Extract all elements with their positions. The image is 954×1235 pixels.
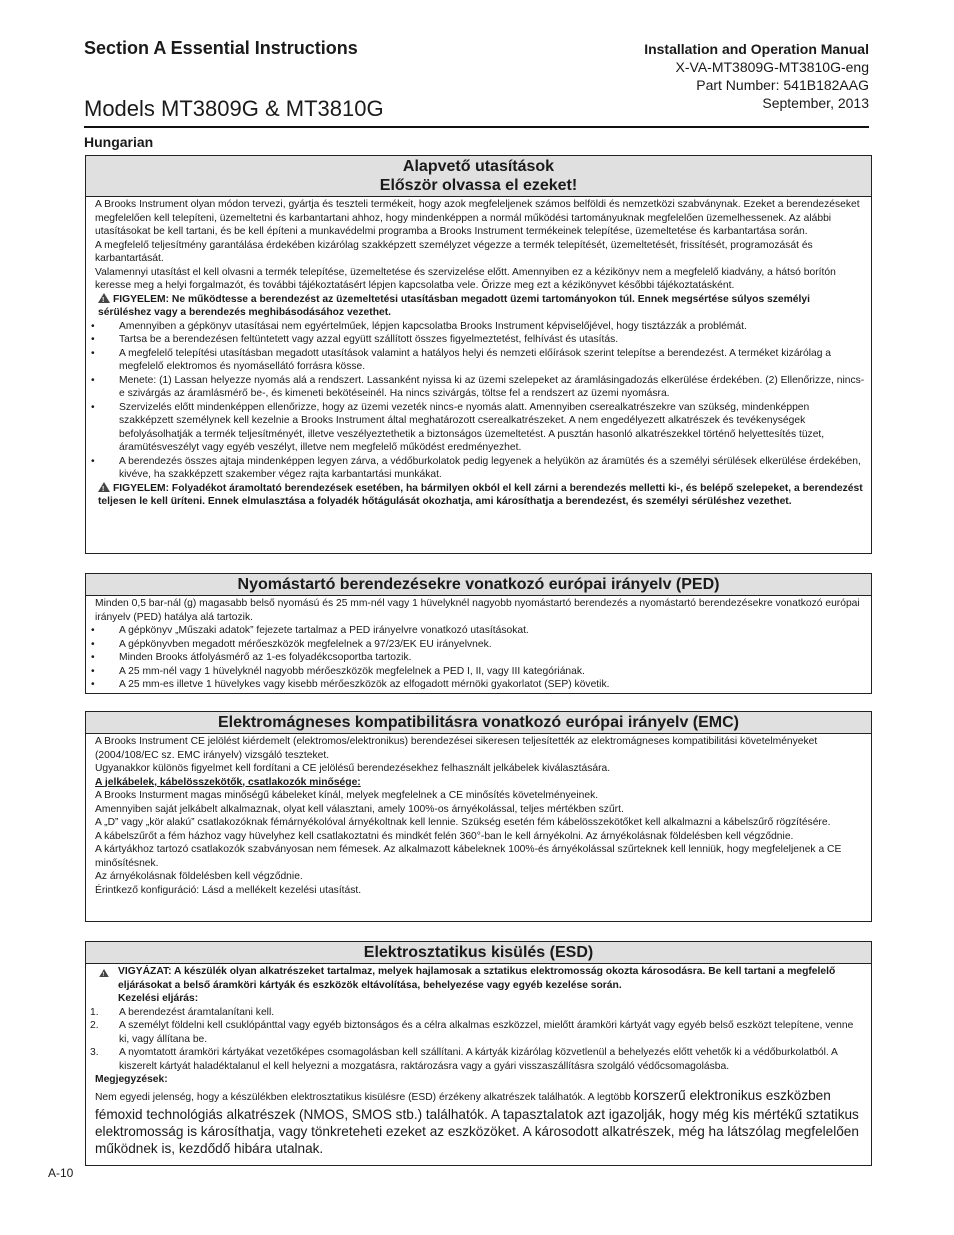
warning-notice bbox=[95, 293, 865, 320]
list-item bbox=[90, 1046, 865, 1073]
esd-body bbox=[86, 964, 871, 1157]
list-item: • A 25 mm-es illetve 1 hüvelykes vagy kisebb mérőeszközök az elfogadott mérnöki gyakorlatot (SEP) követik. bbox=[95, 678, 865, 692]
publication-date: September, 2013 bbox=[762, 95, 869, 111]
step-number: 3. bbox=[90, 1047, 99, 1058]
caution-notice bbox=[95, 965, 865, 992]
warning-text: FIGYELEM: Folyadékot áramoltató berendezések esetében, ha bármilyen okból el kell zárni a berendezés melletti ki-, és belépő szelepeket, a berendezést teljesen le kell üríteni. Ennek elmulasztása a folyadék hőtágulását okozhatja, ami károsíthatja a berendezést, és személyi sérüléshez vezethet. bbox=[98, 482, 863, 507]
warning-notice bbox=[95, 482, 865, 509]
paragraph: Valamennyi utasítást el kell olvasni a termék telepítése, üzemeltetése és szervizelése előtt. Amennyiben ez a kézikönyv nem a megfelelő kiadvány, a hátsó borítón keresse meg a helyi forgalmazót, és további tájékoztatásért lépjen kapcsolatba vele. Őrizze meg ezt a kézikönyvet későbbi tájékoztatásként. bbox=[95, 266, 836, 291]
paragraph: A Brooks Instrument olyan módon tervezi, gyártja és teszteli termékeit, hogy azok megfeleljenek számos belföldi és nemzetközi szabványnak. Ezeket a berendezéseket megfelelően kell telepíteni, üzemeltetni és karbantartani ahhoz, hogy mindenképpen a normál működési tartományuknak megfelelően üzemelhessenek. Az alábbi utasításokat be kell tartani, és be kell építeni a munkavédelmi programba a Brooks Instrument termékeinek telepítése, üzemeltetése és karbantartása során. bbox=[95, 199, 860, 237]
doc-code: X-VA-MT3809G-MT3810G-eng bbox=[675, 59, 869, 75]
ped-title: Nyomástartó berendezésekre vonatkozó európai irányelv (PED) bbox=[86, 574, 871, 596]
step-number: 2. bbox=[90, 1020, 99, 1031]
essential-subtitle: Először olvassa el ezeket! bbox=[379, 177, 578, 194]
models-title: Models MT3809G & MT3810G bbox=[84, 96, 384, 121]
essential-instructions-box bbox=[85, 155, 872, 554]
ped-body bbox=[86, 596, 871, 692]
list-item: • Szervizelés előtt mindenképpen ellenőrizze, hogy az üzemi vezeték nincs-e nyomás alatt. Amennyiben cserealkatrészekre van szükség, mindenképpen szakképzett személynek kell kezelnie a Brooks Instrument által meghatározott cserealkatrészeket. A nem engedélyezett alkatrészek és tevékenységek befolyásolhatják a termék teljesítményét, illetve veszélyeztethetik a biztonságos üzemeltetést. A pusztán hasonló alkatrészekkel történő helyettesítés tüzet, áramütésveszélyt vagy egyéb veszélyt, illetve nem megfelelő működést eredményezhet. bbox=[95, 401, 865, 455]
warning-triangle-icon bbox=[99, 969, 109, 977]
step-number: 1. bbox=[90, 1006, 99, 1018]
emc-body bbox=[86, 734, 871, 897]
list-item: • Menete: (1) Lassan helyezze nyomás alá a rendszert. Lassanként nyissa ki az üzemi szelepeket az áramlásingadozás elkerülése érdekében. (2) Ellenőrizze, nincs-e szivárgás az áramlásmérő be-, és kimeneti bekötéseinél. Ha nincs szivárgás, töltse fel a rendszert az üzemi nyomásra. bbox=[95, 374, 865, 401]
emc-box bbox=[85, 711, 872, 922]
list-item: • A gépkönyv „Műszaki adatok” fejezete tartalmaz a PED irányelvre vonatkozó utasításokat. bbox=[95, 624, 865, 638]
paragraph: Minden 0,5 bar-nál (g) magasabb belső nyomású és 25 mm-nél vagy 1 hüvelyknél nagyobb nyomástartó berendezés a nyomástartó berendezésekre vonatkozó európai irányelv (PED) hatálya alá tartozik. bbox=[95, 598, 860, 623]
paragraph: A kártyákhoz tartozó csatlakozók szabványosan nem fémesek. Az alkalmazott kábeleknek 100%-és árnyékolással szűrteknek kell lenniük, hogy megfeleljenek a CE minősítésnek. bbox=[95, 844, 842, 869]
list-item: • Amennyiben a gépkönyv utasításai nem egyértelműek, lépjen kapcsolatba Brooks Instrument képviselőjével, hogy tisztázzák a problémát. bbox=[95, 320, 865, 334]
list-item: • A gépkönyvben megadott mérőeszközök megfelelnek a 97/23/EK EU irányelvnek. bbox=[95, 638, 865, 652]
list-item: • A 25 mm-nél vagy 1 hüvelyknél nagyobb mérőeszközök megfelelnek a PED I, II, vagy III kategóriának. bbox=[95, 665, 865, 679]
paragraph: A megfelelő teljesítmény garantálása érdekében kizárólag szakképzett személyzet végezze a termék telepítését, üzemeltetését, frissítését, programozását és karbantartását. bbox=[95, 239, 813, 264]
instruction-list bbox=[95, 320, 865, 482]
step-text: A személyt földelni kell csuklópánttal vagy egyéb biztonságos és a célra alkalmas eszközzel, mielőtt áramköri kártyát vagy egyéb belső eszközt telepítene, venne ki, vagy állítana be. bbox=[119, 1020, 854, 1045]
paragraph: Amennyiben saját jelkábelt alkalmaznak, olyat kell választani, amely 100%-os árnyékolással, teljes mértékben szűrt. bbox=[95, 803, 624, 815]
paragraph: A Brooks Insturment magas minőségű kábeleket kínál, melyek megfelelnek a CE minősítés követelményeinek. bbox=[95, 790, 599, 801]
paragraph: Érintkező konfiguráció: Lásd a mellékelt kezelési utasítást. bbox=[95, 884, 362, 896]
paragraph: A kábelszűrőt a fém házhoz vagy hüvelyhez kell csatlakoztatni és mindkét felén 360°-ban le kell árnyékolni. Az árnyékolásnak földelésben kell végződnie. bbox=[95, 830, 794, 842]
list-item: • Minden Brooks átfolyásmérő az 1-es folyadékcsoportba tartozik. bbox=[95, 651, 865, 665]
warning-triangle-icon bbox=[98, 293, 110, 303]
essential-instructions-header bbox=[86, 156, 871, 197]
warning-text: FIGYELEM: Ne működtesse a berendezést az üzemeltetési utasításban megadott üzemi tartományokon túl. Ennek megsértése súlyos személyi sérüléshez vagy a berendezés meghibásodásához vezethet. bbox=[98, 293, 810, 318]
ped-box bbox=[85, 573, 872, 694]
ped-list bbox=[95, 624, 865, 692]
manual-info bbox=[644, 40, 869, 112]
esd-note-small: Nem egyedi jelenség, hogy a készülékben elektrosztatikus kisülésre (ESD) érzékeny alkatrészek találhatók. A legtöbb bbox=[95, 1091, 634, 1103]
header-divider bbox=[84, 126, 869, 128]
procedure-steps bbox=[90, 1006, 865, 1074]
list-item: • Tartsa be a berendezésen feltüntetett vagy azzal együtt szállított összes figyelmeztetést, felhívást és utasítás. bbox=[95, 333, 865, 347]
esd-note-large: korszerű elektronikus eszközben fémoxid technológiás alkatrészek (NMOS, SMOS stb.) találhatók. A tapasztalatok azt igazolják, hogy még kis mértékű sztatikus elektromosság is károsíthatja, vagy tönkreteheti ezeket az eszközöket. A károsodott alkatrészek, még ha látszólag megfelelően működnek is, kezdődő hibára utalnak. bbox=[95, 1087, 859, 1156]
section-title: Section A Essential Instructions bbox=[84, 38, 358, 58]
warning-triangle-icon bbox=[98, 482, 110, 492]
emc-title: Elektromágneses kompatibilitásra vonatkozó európai irányelv (EMC) bbox=[86, 712, 871, 734]
list-item: • A megfelelő telepítési utasításban megadott utasítások valamint a hatályos helyi és nemzeti előírások szerint telepítse a berendezést. A terméket kizárólag a megfelelő elektromos és nyomásellátó forrásra kösse. bbox=[95, 347, 865, 374]
essential-title: Alapvető utasítások bbox=[402, 158, 555, 175]
esd-title: Elektrosztatikus kisülés (ESD) bbox=[86, 942, 871, 964]
esd-box bbox=[85, 941, 872, 1166]
part-number: Part Number: 541B182AAG bbox=[696, 77, 869, 93]
list-item bbox=[90, 1019, 865, 1046]
paragraph: A „D” vagy „kör alakú” csatlakozóknak fémárnyékolóval árnyékoltnak kell lennie. Szükség esetén fém kábelösszekötőket kell alkalmazni a kábelszűrő rögzítésére. bbox=[95, 817, 831, 828]
procedure-label: Kezelési eljárás: bbox=[118, 993, 199, 1004]
paragraph: Ugyanakkor különös figyelmet kell fordítani a CE jelölésű berendezésekhez felhasznált jelkábelek kiválasztására. bbox=[95, 763, 611, 774]
language-label: Hungarian bbox=[84, 134, 154, 150]
esd-note bbox=[95, 1087, 865, 1157]
manual-title: Installation and Operation Manual bbox=[644, 41, 869, 57]
step-text: A nyomtatott áramköri kártyákat vezetőképes csomagolásban kell szállítani. A kártyák kizárólag közvetlenül a behelyezés előtt vehetők ki a védőburkolatból. A kiszerelt kártyát haladéktalanul el kell helyezni a mozgatásra, raktározásra vagy a gyári visszaszállításra szolgáló védőcsomagolásba. bbox=[119, 1047, 838, 1072]
essential-body bbox=[86, 197, 871, 509]
step-text: A berendezést áramtalanítani kell. bbox=[119, 1006, 275, 1018]
paragraph: Az árnyékolásnak földelésben kell végződnie. bbox=[95, 871, 303, 882]
paragraph: A Brooks Instrument CE jelölést kiérdemelt (elektromos/elektronikus) berendezései sikeresen teljesítették az elektromágneses kompatibilitási követelményeket (2004/108/EC sz. EMC irányelv) vizsgáló teszteket. bbox=[95, 736, 818, 761]
list-item: • A berendezés összes ajtaja mindenképpen legyen zárva, a védőburkolatok pedig legyenek a helyükön az áramütés és a személyi sérülések elkerülése érdekében, kivéve, ha szakképzett szakember végez rajta karbantartási munkákat. bbox=[95, 455, 865, 482]
page-number: A-10 bbox=[48, 1166, 74, 1180]
emc-subheading: A jelkábelek, kábelösszekötők, csatlakozók minősége: bbox=[95, 776, 361, 788]
list-item bbox=[90, 1006, 865, 1020]
caution-text: VIGYÁZAT: A készülék olyan alkatrészeket tartalmaz, melyek hajlamosak a sztatikus elektromosság okozta károsodásra. Be kell tartani a megfelelő eljárásokat a belső áramköri kártyák és eszközök eltávolítása, behelyezése vagy egyéb kezelése során. bbox=[118, 966, 836, 991]
notes-label: Megjegyzések: bbox=[95, 1074, 168, 1085]
